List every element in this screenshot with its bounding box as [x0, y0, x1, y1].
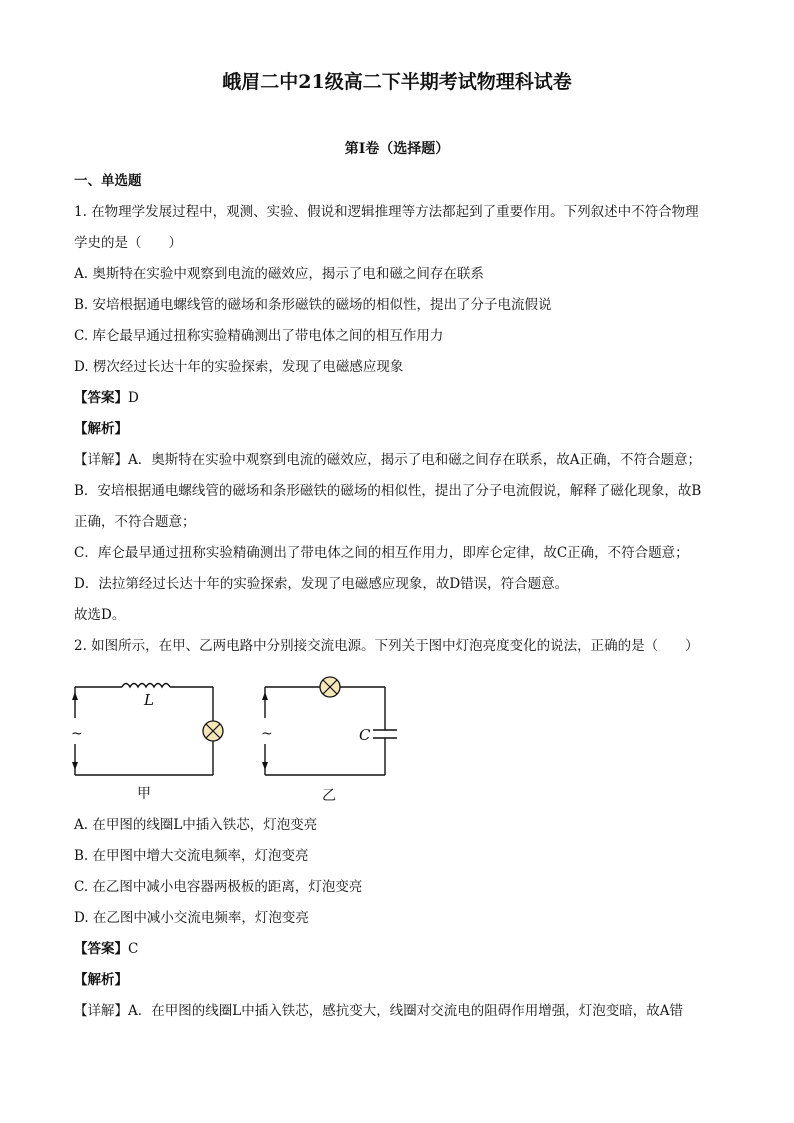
- q2-stem: 2. 如图所示，在甲、乙两电路中分别接交流电源。下列关于图中灯泡亮度变化的说法，正确的是（ ）: [74, 638, 699, 654]
- bulb-icon: [320, 677, 340, 697]
- q2-option-c: C. 在乙图中减小电容器两极板的距离，灯泡变亮: [74, 879, 363, 895]
- circuit-figure: [60, 668, 410, 808]
- section-heading: 一、单选题: [74, 173, 142, 189]
- source-label-yi: ~: [261, 726, 273, 742]
- inductor-label: L: [144, 691, 154, 709]
- source-label-jia: ~: [71, 726, 83, 742]
- q2-detail-line1: 【详解】A．在甲图的线圈L中插入铁芯，感抗变大，线圈对交流电的阻碍作用增强，灯泡变暗，故A错: [74, 1003, 683, 1019]
- q2-answer: [74, 940, 138, 958]
- q1-detail-line3: 正确，不符合题意；: [74, 514, 196, 530]
- q1-option-c: C. 库仑最早通过扭称实验精确测出了带电体之间的相互作用力: [74, 328, 444, 344]
- exam-title: 峨眉二中21级高二下半期考试物理科试卷: [222, 71, 572, 93]
- arrow-down-icon: [72, 762, 78, 770]
- answer-value: C: [128, 941, 139, 957]
- volume-subtitle: 第I卷（选择题）: [344, 141, 450, 157]
- q1-detail-line5: D．法拉第经过长达十年的实验探索，发现了电磁感应现象，故D错误，符合题意。: [74, 576, 569, 592]
- capacitor-label: C: [359, 726, 371, 744]
- q1-detail-line6: 故选D。: [74, 607, 126, 623]
- answer-value: D: [128, 390, 139, 406]
- arrow-down-icon: [262, 762, 268, 770]
- arrow-up-icon: [72, 692, 78, 700]
- q1-detail-line4: C．库仑最早通过扭称实验精确测出了带电体之间的相互作用力，即库仑定律，故C正确，不符合题意；: [74, 545, 689, 561]
- q1-detail-line2: B．安培根据通电螺线管的磁场和条形磁铁的磁场的相似性，提出了分子电流假说，解释了磁化现象，故B: [74, 483, 702, 499]
- answer-label: 【答案】: [74, 941, 128, 957]
- q1-option-a: A. 奥斯特在实验中观察到电流的磁效应，揭示了电和磁之间存在联系: [74, 266, 484, 282]
- q1-stem-line2: 学史的是（ ）: [74, 235, 182, 251]
- caption-jia: 甲: [137, 786, 151, 802]
- q1-detail-line1: 【详解】A．奥斯特在实验中观察到电流的磁效应，揭示了电和磁之间存在联系，故A正确，不符合题意；: [74, 452, 701, 468]
- q1-option-b: B. 安培根据通电螺线管的磁场和条形磁铁的磁场的相似性，提出了分子电流假说: [74, 297, 552, 313]
- circuit-yi: [265, 687, 397, 775]
- q1-stem-line1: 1. 在物理学发展过程中，观测、实验、假说和逻辑推理等方法都起到了重要作用。下列叙述中不符合物理: [74, 204, 699, 220]
- q1-option-d: D. 楞次经过长达十年的实验探索，发现了电磁感应现象: [74, 359, 404, 375]
- bulb-icon: [203, 721, 223, 741]
- q1-analysis-label: 【解析】: [74, 421, 128, 437]
- q1-answer: [74, 389, 139, 407]
- inductor-coil: [122, 684, 170, 688]
- q2-option-a: A. 在甲图的线圈L中插入铁芯，灯泡变亮: [74, 817, 318, 833]
- answer-label: 【答案】: [74, 390, 128, 406]
- arrow-up-icon: [262, 692, 268, 700]
- q2-analysis-label: 【解析】: [74, 972, 128, 988]
- q2-option-d: D. 在乙图中减小交流电频率，灯泡变亮: [74, 910, 309, 926]
- q2-option-b: B. 在甲图中增大交流电频率，灯泡变亮: [74, 848, 309, 864]
- caption-yi: 乙: [322, 788, 336, 804]
